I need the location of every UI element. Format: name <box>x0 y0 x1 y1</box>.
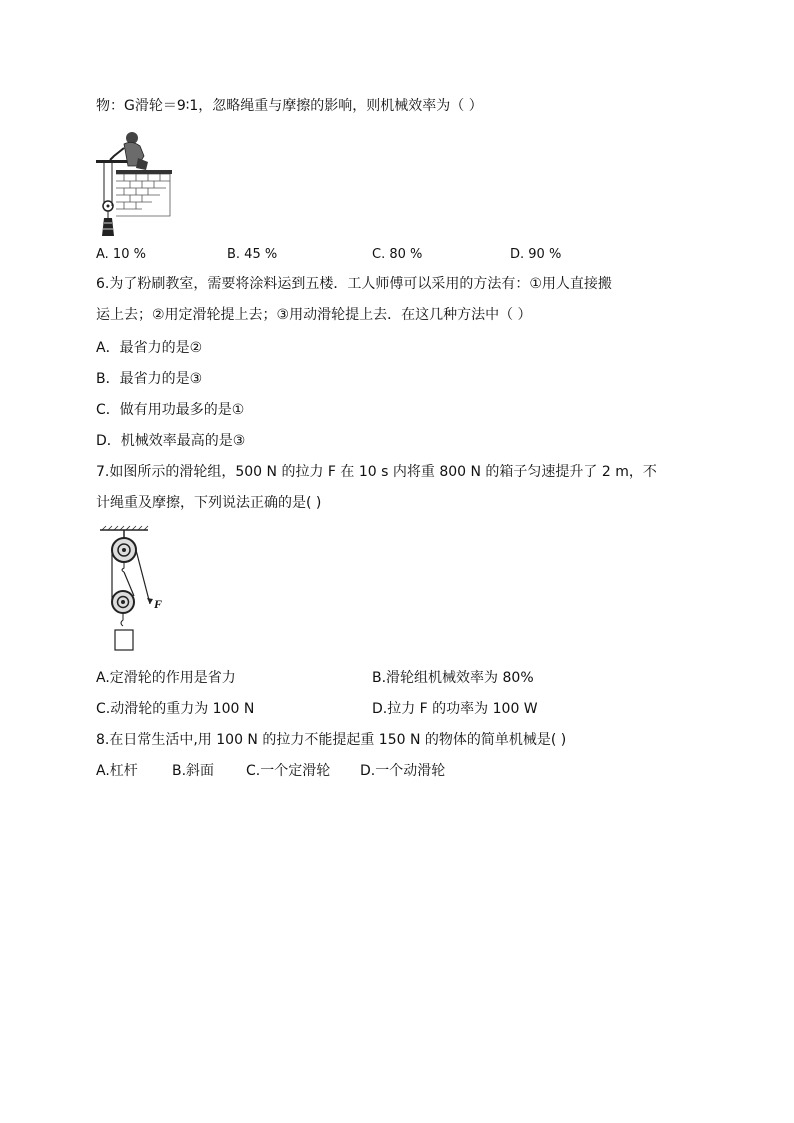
pulley-system-figure <box>96 524 176 658</box>
q7-line-2: 计绳重及摩擦，下列说法正确的是( ) <box>96 495 322 511</box>
q7-option-d: D.拉力 F 的功率为 100 W <box>372 701 538 717</box>
q5-option-d: D. 90 % <box>510 247 562 262</box>
q8-option-b: B.斜面 <box>172 763 215 779</box>
force-label: F <box>154 597 163 611</box>
q8-line-1: 8.在日常生活中,用 100 N 的拉力不能提起重 150 N 的物体的简单机械是( ) <box>96 732 567 748</box>
q8-option-a: A.杠杆 <box>96 763 138 779</box>
q6-line-1: 6.为了粉刷教室，需要将涂料运到五楼．工人师傅可以采用的方法有：①用人直接搬 <box>96 276 612 292</box>
q7-option-b: B.滑轮组机械效率为 80% <box>372 670 534 686</box>
q7-option-a: A.定滑轮的作用是省力 <box>96 670 236 686</box>
q7-line-1: 7.如图所示的滑轮组，500 N 的拉力 F 在 10 s 内将重 800 N 的箱子匀速提升了 2 m，不 <box>96 464 657 480</box>
worker-pulley-figure <box>94 126 172 240</box>
q6-line-2: 运上去；②用定滑轮提上去；③用动滑轮提上去．在这几种方法中（ ） <box>96 307 532 323</box>
q8-option-d: D.一个动滑轮 <box>360 763 446 779</box>
q6-option-c: C．做有用功最多的是① <box>96 402 245 418</box>
q5-option-a: A. 10 % <box>96 247 146 262</box>
q6-option-d: D．机械效率最高的是③ <box>96 433 246 449</box>
q6-option-b: B．最省力的是③ <box>96 371 203 387</box>
q5-option-c: C. 80 % <box>372 247 423 262</box>
q5-text: 物：G滑轮＝9∶1，忽略绳重与摩擦的影响，则机械效率为（ ） <box>96 98 483 114</box>
q8-option-c: C.一个定滑轮 <box>246 763 331 779</box>
q7-option-c: C.动滑轮的重力为 100 N <box>96 701 255 717</box>
q6-option-a: A．最省力的是② <box>96 340 203 356</box>
q5-option-b: B. 45 % <box>227 247 278 262</box>
